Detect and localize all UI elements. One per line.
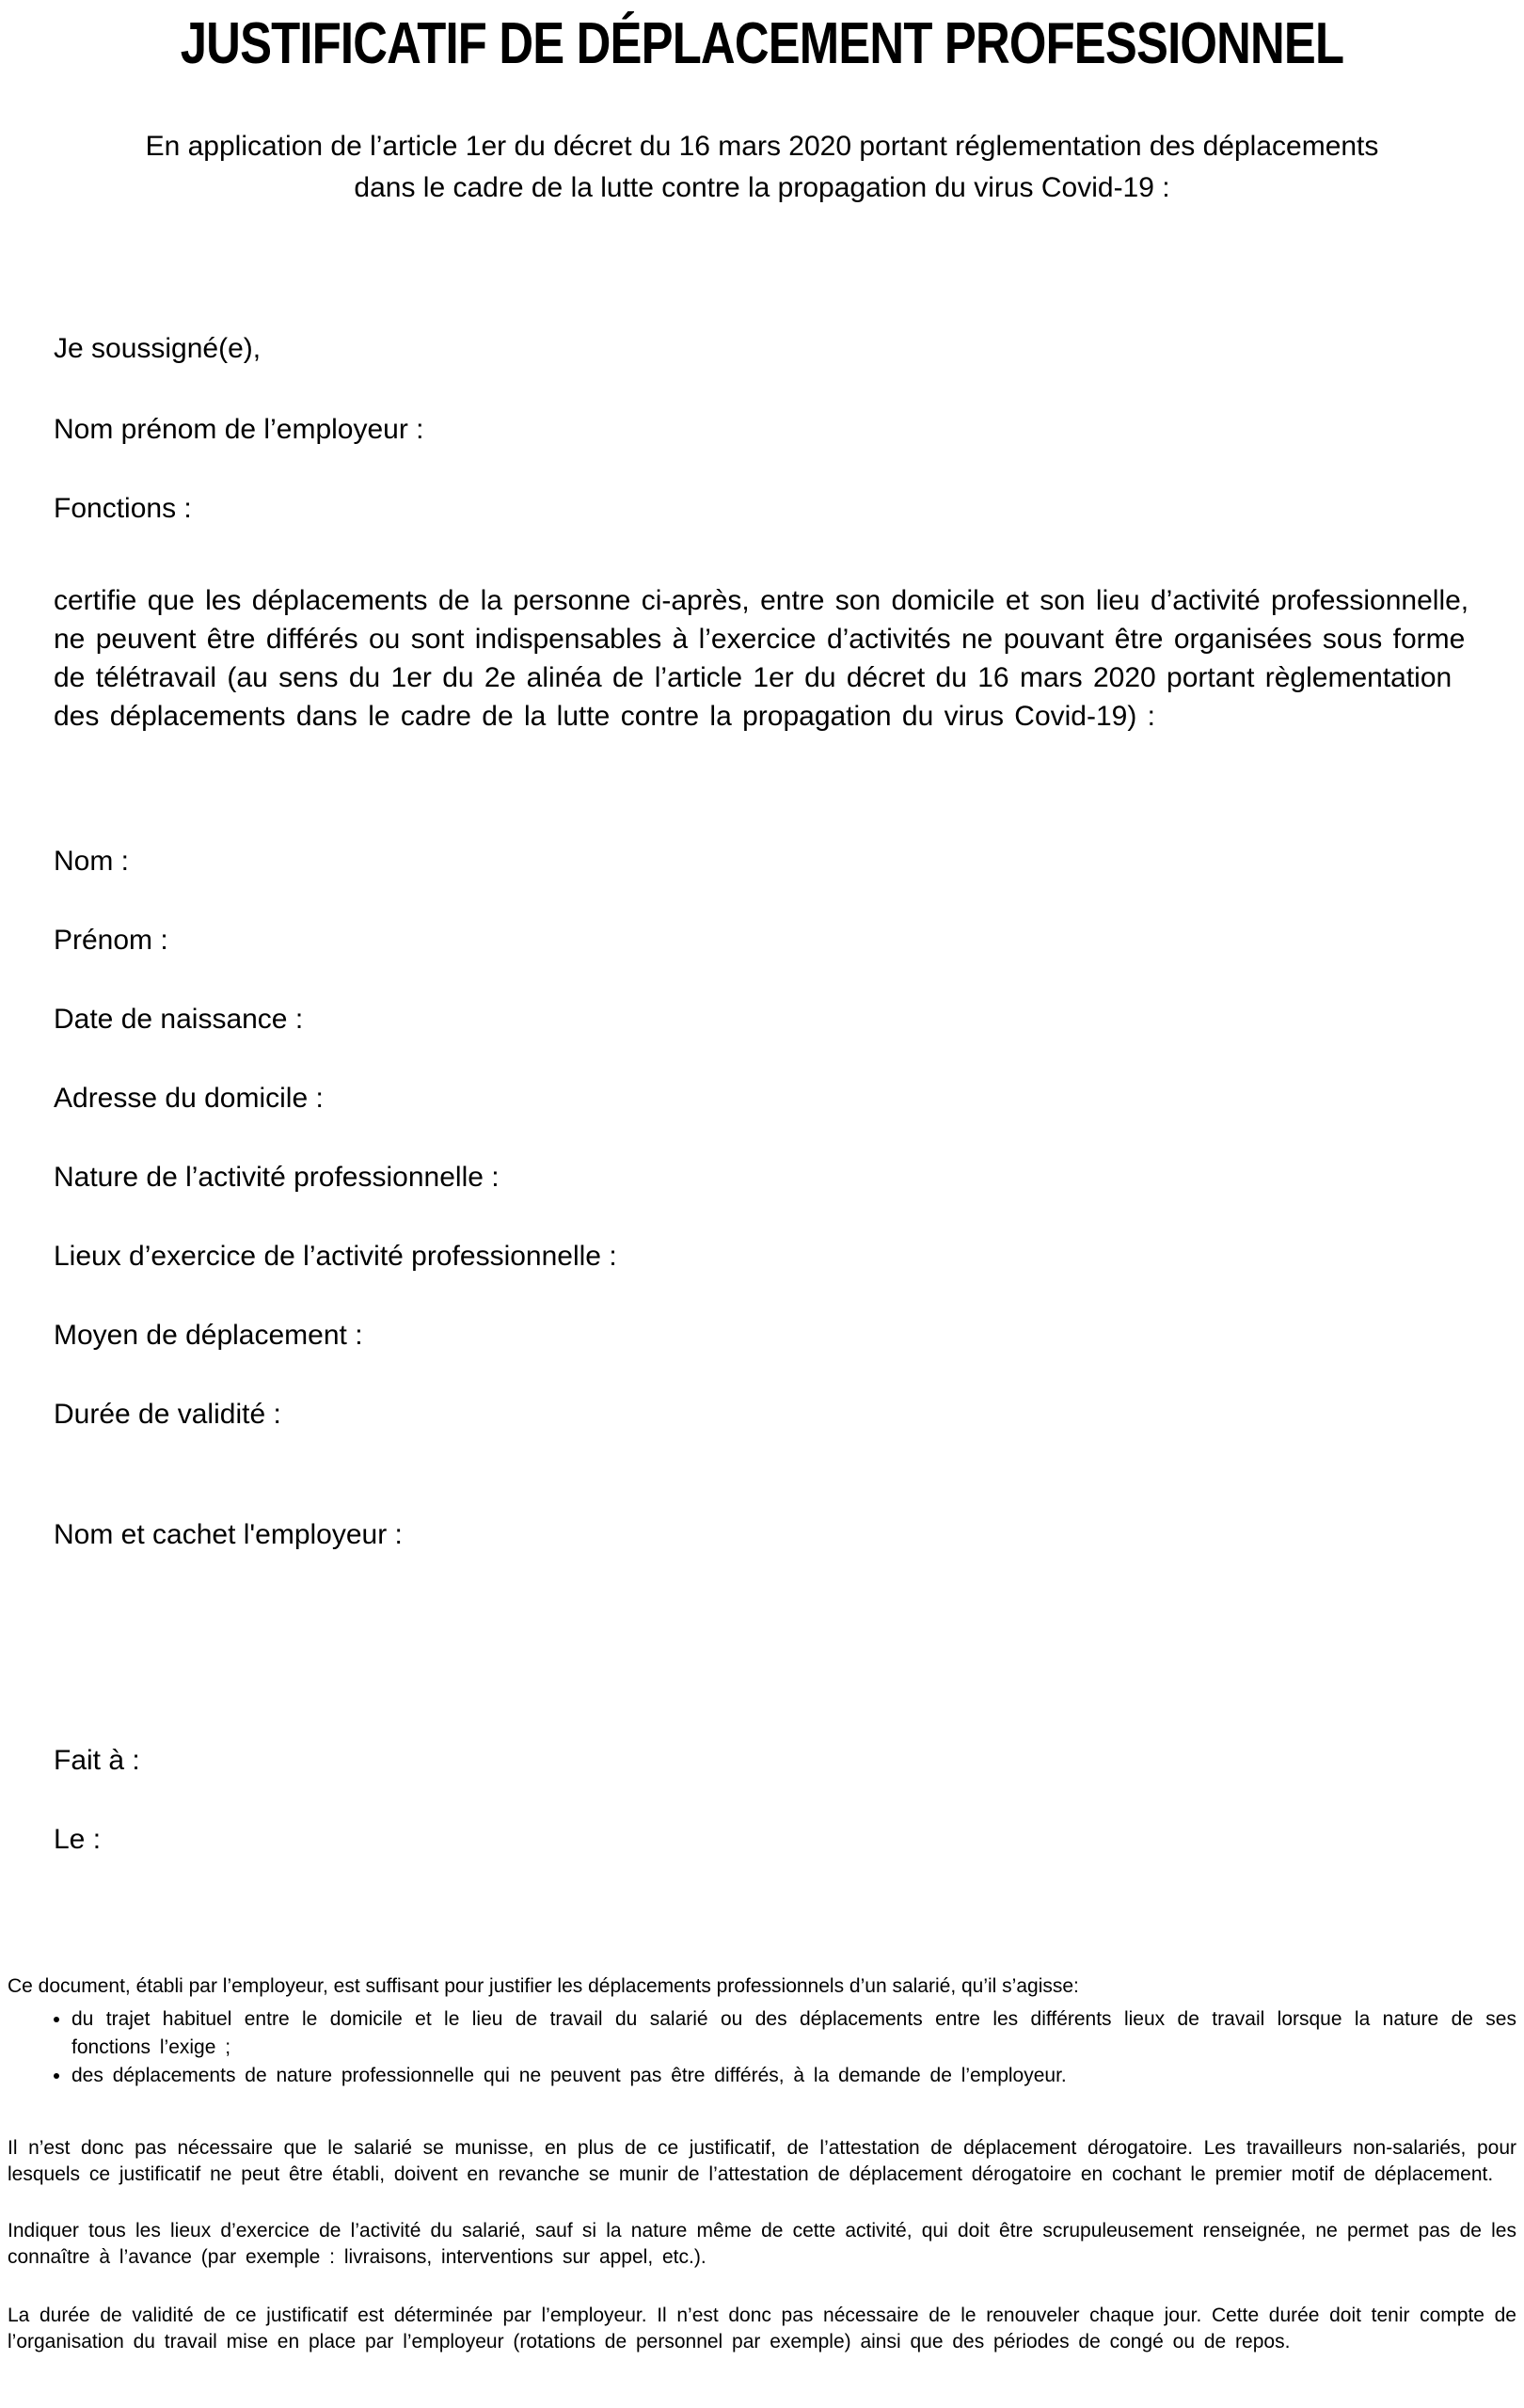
document-title-text: JUSTIFICATIF DE DÉPLACEMENT PROFESSIONNEL (180, 11, 1344, 76)
document-subtitle: En application de l’article 1er du décret du 16 mars 2020 portant réglementation des déplacements dans le cadre de la lutte contre la propagation du virus Covid-19 : (145, 131, 1379, 203)
footer-intro: Ce document, établi par l’employeur, est suffisant pour justifier les déplacements professionnels d’un salarié, qu’il s’agisse: (8, 1975, 1079, 1997)
document-title (8, 9, 1516, 79)
certification-paragraph: certifie que les déplacements de la personne ci-après, entre son domicile et son lieu d’activité professionnelle, ne peuvent être différés ou sont indispensables à l’exercice d’activités ne pouvant être organisées sous forme de télétravail (au sens du 1er du 2e alinéa de l’article 1er du décret du 16 mars 2020 portant règlementation des déplacements dans le cadre de la lutte contre la propagation du virus Covid-19) : (54, 585, 1469, 732)
field-last-name: Nom : (54, 846, 130, 877)
field-signature-place: Fait à : (54, 1745, 140, 1776)
field-birth-date: Date de naissance : (54, 1004, 304, 1035)
footer-notes (8, 1972, 1516, 2355)
footer-bullet-professional-trips: • des déplacements de nature professionnelle qui ne peuvent pas être différés, à la demande de l’employeur. (71, 2062, 1516, 2090)
footer-bullet-list (8, 2005, 1516, 2090)
field-home-address: Adresse du domicile : (54, 1083, 324, 1114)
field-activity-nature: Nature de l’activité professionnelle : (54, 1162, 500, 1193)
field-signature-date: Le : (54, 1824, 102, 1855)
footer-paragraph-derogatory-attestation: Il n’est donc pas nécessaire que le salarié se munisse, en plus de ce justificatif, de l’attestation de déplacement dérogatoire. Les travailleurs non-salariés, pour lesquels ce justificatif ne peut être établi, doivent en revanche se munir de l’attestation de déplacement dérogatoire en cochant le premier motif de déplacement. (8, 2137, 1516, 2185)
field-transport-means: Moyen de déplacement : (54, 1320, 363, 1351)
document-body (54, 329, 1470, 1860)
field-first-name: Prénom : (54, 925, 168, 956)
field-employer-function: Fonctions : (54, 493, 192, 524)
footer-paragraph-activity-places: Indiquer tous les lieux d’exercice de l’activité du salarié, sauf si la nature même de cette activité, qui doit être scrupuleusement renseignée, ne permet pas de les connaître à l’avance (par exemple : livraisons, interventions sur appel, etc.). (8, 2220, 1516, 2268)
field-employer-stamp: Nom et cachet l'employeur : (54, 1519, 403, 1550)
intro-line: Je soussigné(e), (54, 333, 262, 364)
field-activity-places: Lieux d’exercice de l’activité professionnelle : (54, 1241, 617, 1272)
footer-bullet-commute: • du trajet habituel entre le domicile et le lieu de travail du salarié ou des déplacements entre les différents lieux de travail lorsque la nature de ses fonctions l’exige ; (71, 2005, 1516, 2062)
footer-paragraph-validity-duration: La durée de validité de ce justificatif est déterminée par l’employeur. Il n’est donc pas nécessaire de le renouveler chaque jour. Cette durée doit tenir compte de l’organisation du travail mise en place par l’employeur (rotations de personnel par exemple) ainsi que des périodes de congé ou de repos. (8, 2305, 1516, 2353)
field-employer-name: Nom prénom de l’employeur : (54, 414, 424, 445)
field-validity-duration: Durée de validité : (54, 1399, 281, 1430)
